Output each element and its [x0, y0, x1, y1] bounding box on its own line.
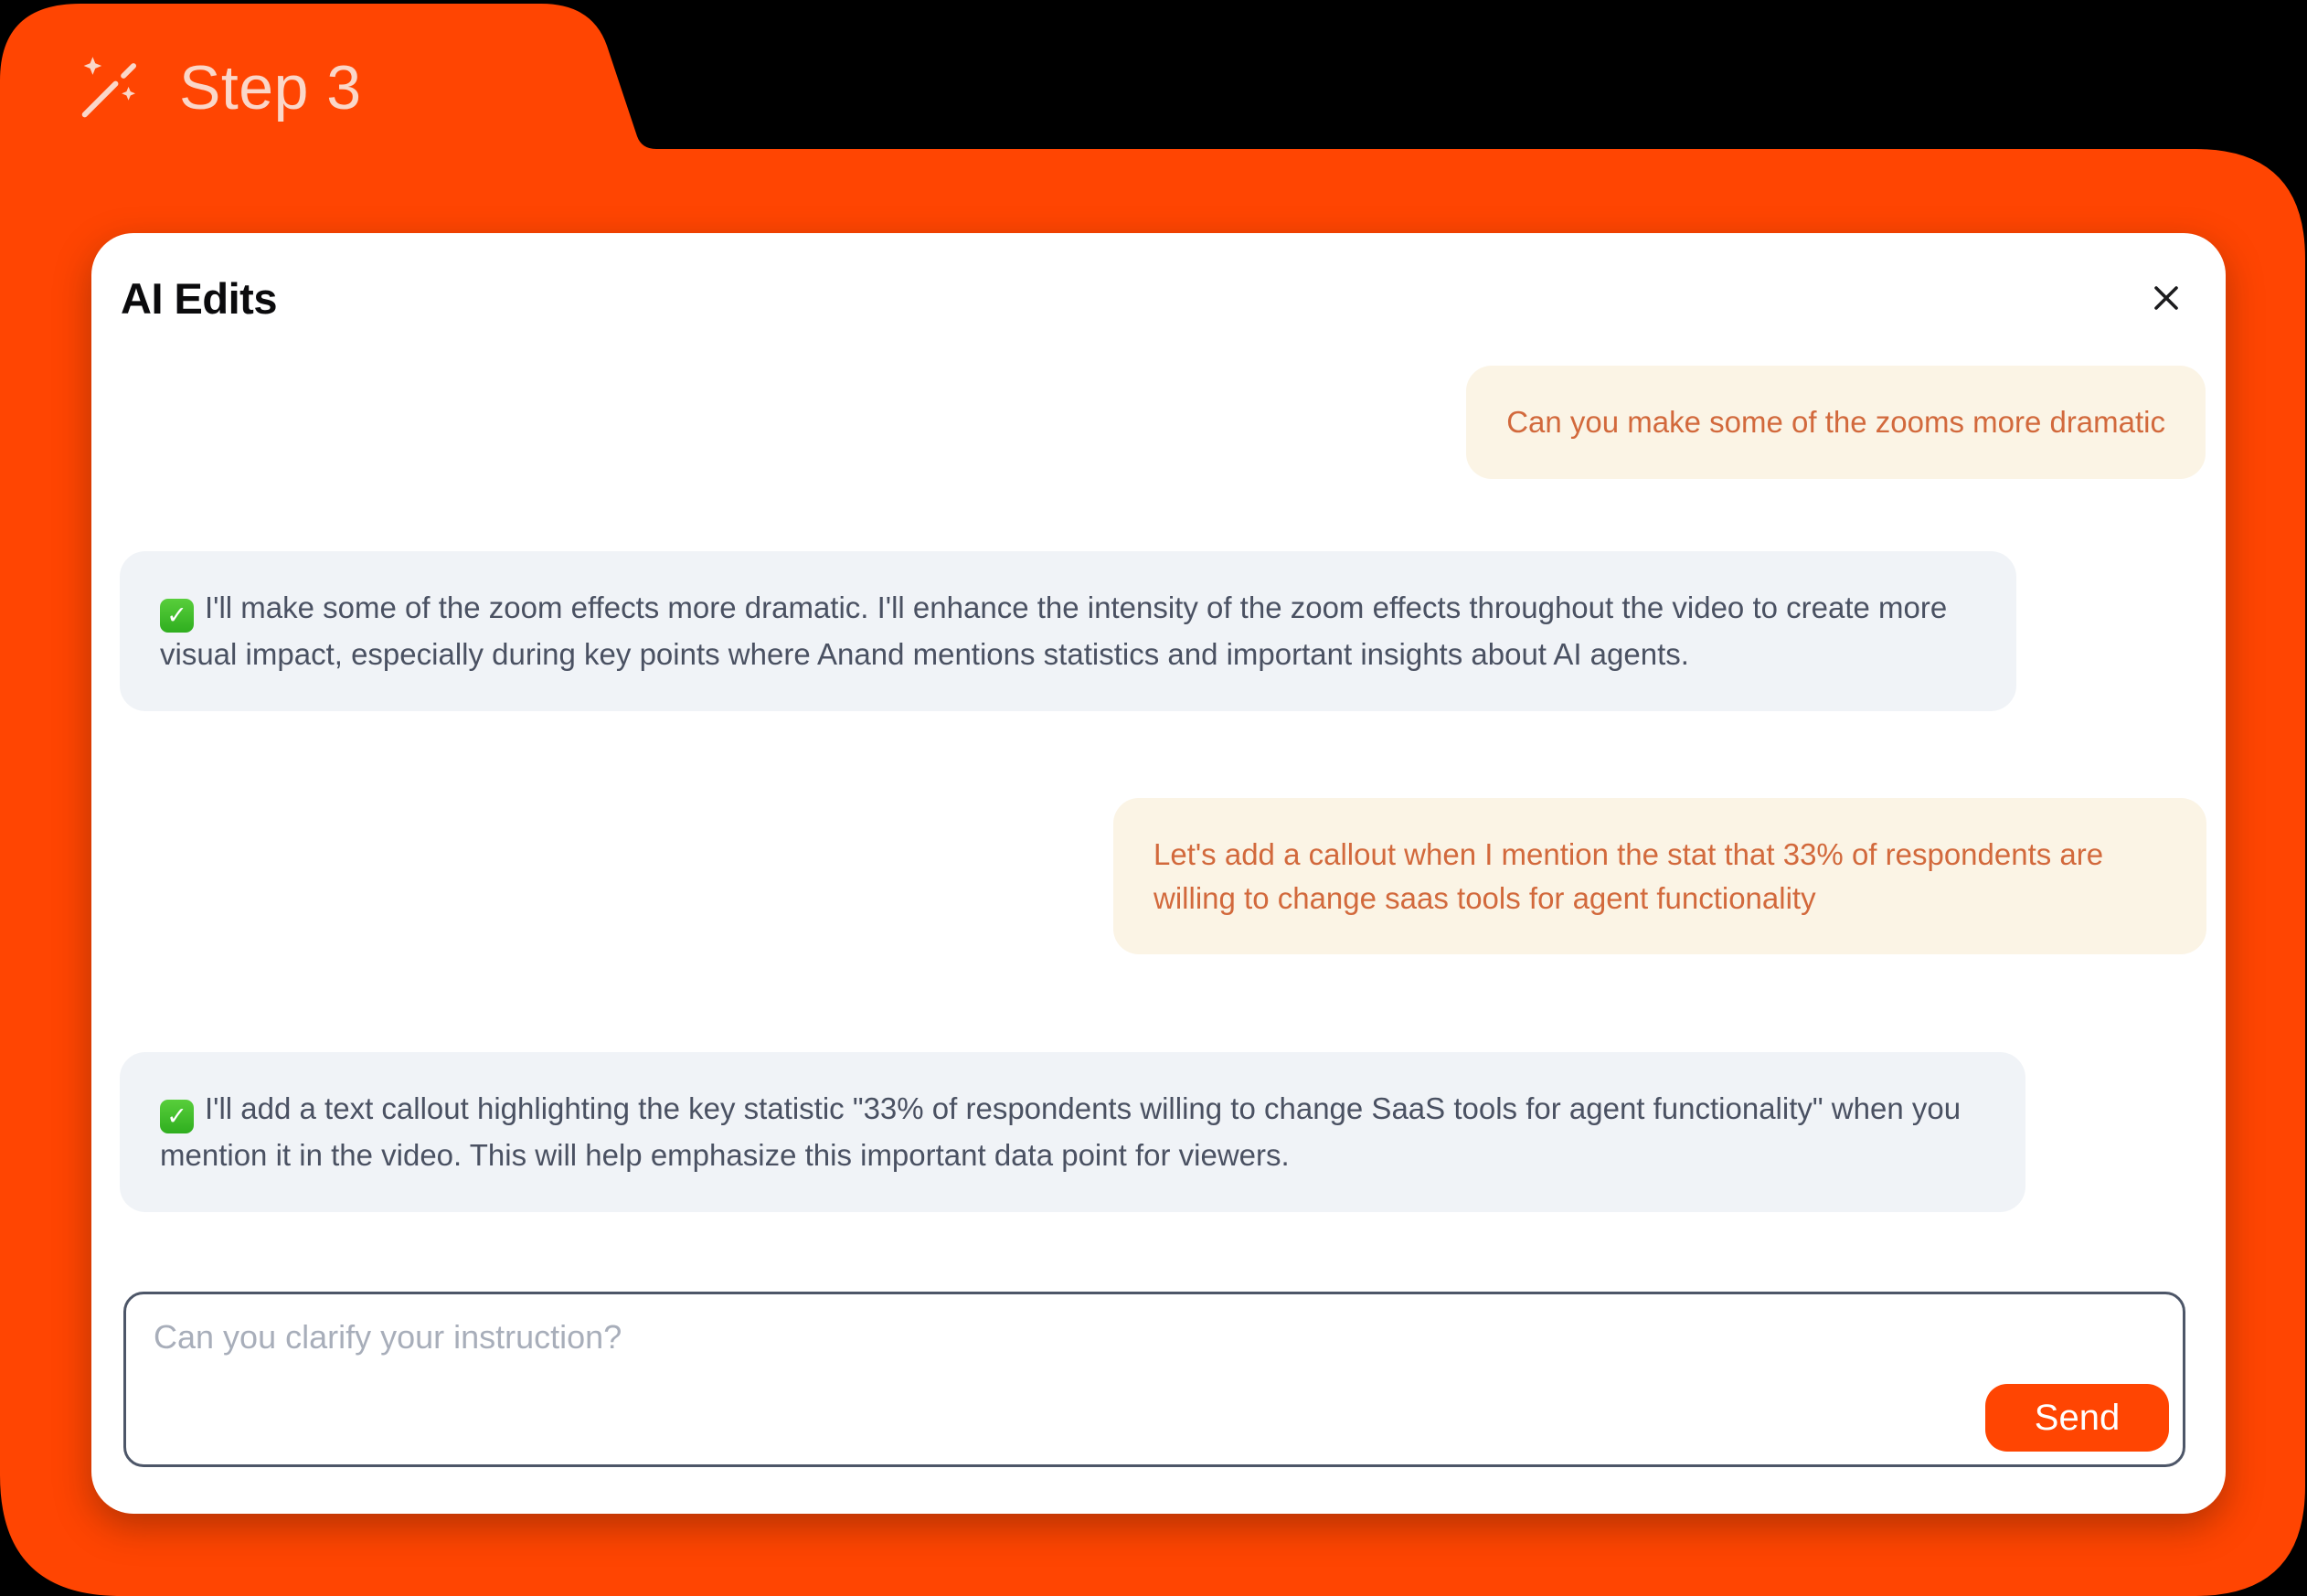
- assistant-message-bubble: [120, 551, 2016, 711]
- check-icon: ✓: [160, 1100, 194, 1133]
- user-message-bubble: [1113, 798, 2206, 954]
- assistant-message-text: I'll make some of the zoom effects more dramatic. I'll enhance the intensity of the zoom effects throughout the video to create more visual impact, especially during key points where Anand mentions statistics and important insights about AI agents.: [160, 591, 1948, 671]
- send-button[interactable]: [1985, 1384, 2169, 1452]
- ai-edits-panel: [91, 233, 2226, 1514]
- close-icon: [2148, 280, 2185, 316]
- instruction-input[interactable]: [126, 1294, 2183, 1464]
- message-composer: [123, 1292, 2185, 1467]
- user-message-bubble: [1466, 366, 2206, 479]
- panel-title: AI Edits: [121, 274, 277, 323]
- check-icon: ✓: [160, 599, 194, 633]
- user-message-text: Let's add a callout when I mention the stat that 33% of respondents are willing to change saas tools for agent functionality: [1154, 837, 2104, 915]
- assistant-message-text: I'll add a text callout highlighting the key statistic "33% of respondents willing to change SaaS tools for agent functionality" when you mention it in the video. This will help emphasize this important data point for viewers.: [160, 1091, 1961, 1172]
- step-tab: [77, 46, 362, 130]
- close-button[interactable]: [2145, 277, 2187, 319]
- assistant-message-bubble: [120, 1052, 2025, 1212]
- send-button-label: Send: [2034, 1397, 2121, 1438]
- user-message-text: Can you make some of the zooms more dramatic: [1506, 405, 2165, 439]
- magic-wand-icon: [77, 54, 144, 122]
- step-label: Step 3: [179, 53, 362, 122]
